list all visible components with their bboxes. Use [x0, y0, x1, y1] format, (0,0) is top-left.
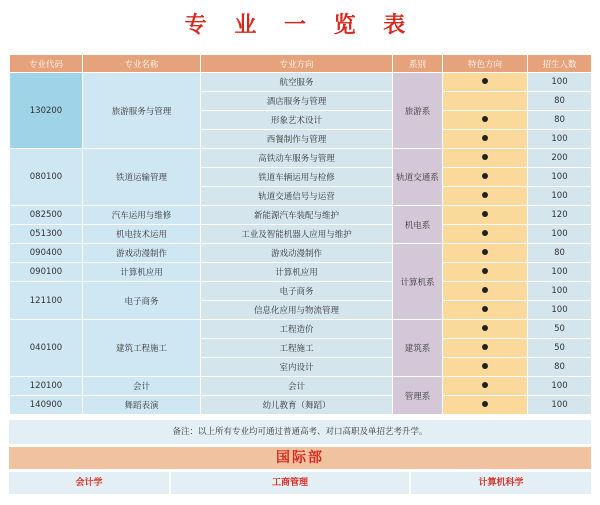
featured-cell	[443, 339, 528, 358]
enrollment-count: 100	[528, 225, 592, 244]
featured-cell	[443, 282, 528, 301]
enrollment-count: 100	[528, 187, 592, 206]
program-name: 游戏动漫制作	[83, 244, 201, 263]
featured-cell	[443, 111, 528, 130]
enrollment-count: 100	[528, 168, 592, 187]
program-direction: 轨道交通信号与运营	[201, 187, 393, 206]
table-row	[10, 225, 592, 244]
table-row	[10, 377, 592, 396]
featured-dot-icon	[482, 230, 488, 236]
program-direction: 幼儿教育（舞蹈）	[201, 396, 393, 415]
intl-program: 会计学	[9, 472, 169, 494]
enrollment-count: 200	[528, 149, 592, 168]
intl-program: 计算机科学	[411, 472, 591, 494]
featured-dot-icon	[482, 382, 488, 388]
program-direction: 形象艺术设计	[201, 111, 393, 130]
enrollment-count: 50	[528, 320, 592, 339]
table-row	[10, 206, 592, 225]
program-direction: 高铁动车服务与管理	[201, 149, 393, 168]
enrollment-count: 100	[528, 130, 592, 149]
program-code: 082500	[10, 206, 83, 225]
featured-dot-icon	[482, 249, 488, 255]
program-direction: 酒店服务与管理	[201, 92, 393, 111]
header-system: 系别	[393, 55, 443, 73]
header-name: 专业名称	[83, 55, 201, 73]
program-direction: 工程施工	[201, 339, 393, 358]
featured-cell	[443, 206, 528, 225]
department: 旅游系	[393, 73, 443, 149]
enrollment-count: 100	[528, 396, 592, 415]
table-row	[10, 263, 592, 282]
featured-dot-icon	[482, 325, 488, 331]
featured-cell	[443, 130, 528, 149]
header-count: 招生人数	[528, 55, 592, 73]
department: 建筑系	[393, 320, 443, 377]
featured-cell	[443, 225, 528, 244]
program-direction: 信息化应用与物流管理	[201, 301, 393, 320]
program-name: 汽车运用与维修	[83, 206, 201, 225]
enrollment-count: 80	[528, 244, 592, 263]
featured-cell	[443, 168, 528, 187]
page-title: 专 业 一 览 表	[184, 13, 416, 38]
table-row	[10, 282, 592, 301]
department: 管理系	[393, 377, 443, 415]
featured-dot-icon	[482, 154, 488, 160]
featured-dot-icon	[482, 78, 488, 84]
program-direction: 西餐制作与管理	[201, 130, 393, 149]
table-row	[10, 73, 592, 92]
header-direction: 专业方向	[201, 55, 393, 73]
program-code: 130200	[10, 73, 83, 149]
featured-dot-icon	[482, 401, 488, 407]
header-code: 专业代码	[10, 55, 83, 73]
program-name: 机电技术运用	[83, 225, 201, 244]
featured-dot-icon	[482, 116, 488, 122]
table-row	[10, 149, 592, 168]
enrollment-count: 80	[528, 111, 592, 130]
intl-dept-title: 国际部	[9, 447, 591, 469]
featured-cell	[443, 92, 528, 111]
featured-dot-icon	[482, 192, 488, 198]
intl-programs	[9, 472, 591, 494]
enrollment-count: 100	[528, 301, 592, 320]
department: 机电系	[393, 206, 443, 244]
enrollment-count: 100	[528, 377, 592, 396]
department: 计算机系	[393, 244, 443, 320]
program-direction: 新能源汽车装配与维护	[201, 206, 393, 225]
department: 轨道交通系	[393, 149, 443, 206]
program-code: 140900	[10, 396, 83, 415]
enrollment-count: 100	[528, 73, 592, 92]
table-row	[10, 396, 592, 415]
program-direction: 工程造价	[201, 320, 393, 339]
featured-cell	[443, 73, 528, 92]
enrollment-count: 80	[528, 92, 592, 111]
program-name: 电子商务	[83, 282, 201, 320]
enrollment-count: 80	[528, 358, 592, 377]
program-direction: 铁道车辆运用与检修	[201, 168, 393, 187]
program-code: 080100	[10, 149, 83, 206]
program-table	[9, 54, 592, 415]
table-header-row	[10, 55, 592, 73]
enrollment-count: 100	[528, 282, 592, 301]
featured-dot-icon	[482, 135, 488, 141]
featured-dot-icon	[482, 268, 488, 274]
program-code: 051300	[10, 225, 83, 244]
enrollment-count: 100	[528, 263, 592, 282]
header-featured: 特色方向	[443, 55, 528, 73]
note: 备注：以上所有专业均可通过普通高考、对口高职及单招艺考升学。	[9, 420, 591, 444]
program-direction: 会计	[201, 377, 393, 396]
program-code: 121100	[10, 282, 83, 320]
program-code: 090100	[10, 263, 83, 282]
program-code: 040100	[10, 320, 83, 377]
enrollment-count: 50	[528, 339, 592, 358]
table-row	[10, 244, 592, 263]
featured-dot-icon	[482, 306, 488, 312]
featured-dot-icon	[482, 211, 488, 217]
program-name: 会计	[83, 377, 201, 396]
program-name: 舞蹈表演	[83, 396, 201, 415]
featured-cell	[443, 187, 528, 206]
program-name: 计算机应用	[83, 263, 201, 282]
program-direction: 室内设计	[201, 358, 393, 377]
intl-program: 工商管理	[171, 472, 409, 494]
featured-dot-icon	[482, 363, 488, 369]
featured-dot-icon	[482, 173, 488, 179]
table-row	[10, 320, 592, 339]
program-name: 建筑工程施工	[83, 320, 201, 377]
featured-cell	[443, 301, 528, 320]
featured-cell	[443, 396, 528, 415]
enrollment-count: 120	[528, 206, 592, 225]
program-name: 旅游服务与管理	[83, 73, 201, 149]
program-direction: 航空服务	[201, 73, 393, 92]
featured-cell	[443, 320, 528, 339]
featured-cell	[443, 358, 528, 377]
program-direction: 游戏动漫制作	[201, 244, 393, 263]
featured-cell	[443, 149, 528, 168]
program-direction: 工业及智能机器人应用与维护	[201, 225, 393, 244]
featured-dot-icon	[482, 344, 488, 350]
program-direction: 电子商务	[201, 282, 393, 301]
featured-cell	[443, 377, 528, 396]
featured-cell	[443, 244, 528, 263]
program-code: 120100	[10, 377, 83, 396]
program-name: 铁道运输管理	[83, 149, 201, 206]
featured-dot-icon	[482, 287, 488, 293]
featured-cell	[443, 263, 528, 282]
program-direction: 计算机应用	[201, 263, 393, 282]
program-code: 090400	[10, 244, 83, 263]
